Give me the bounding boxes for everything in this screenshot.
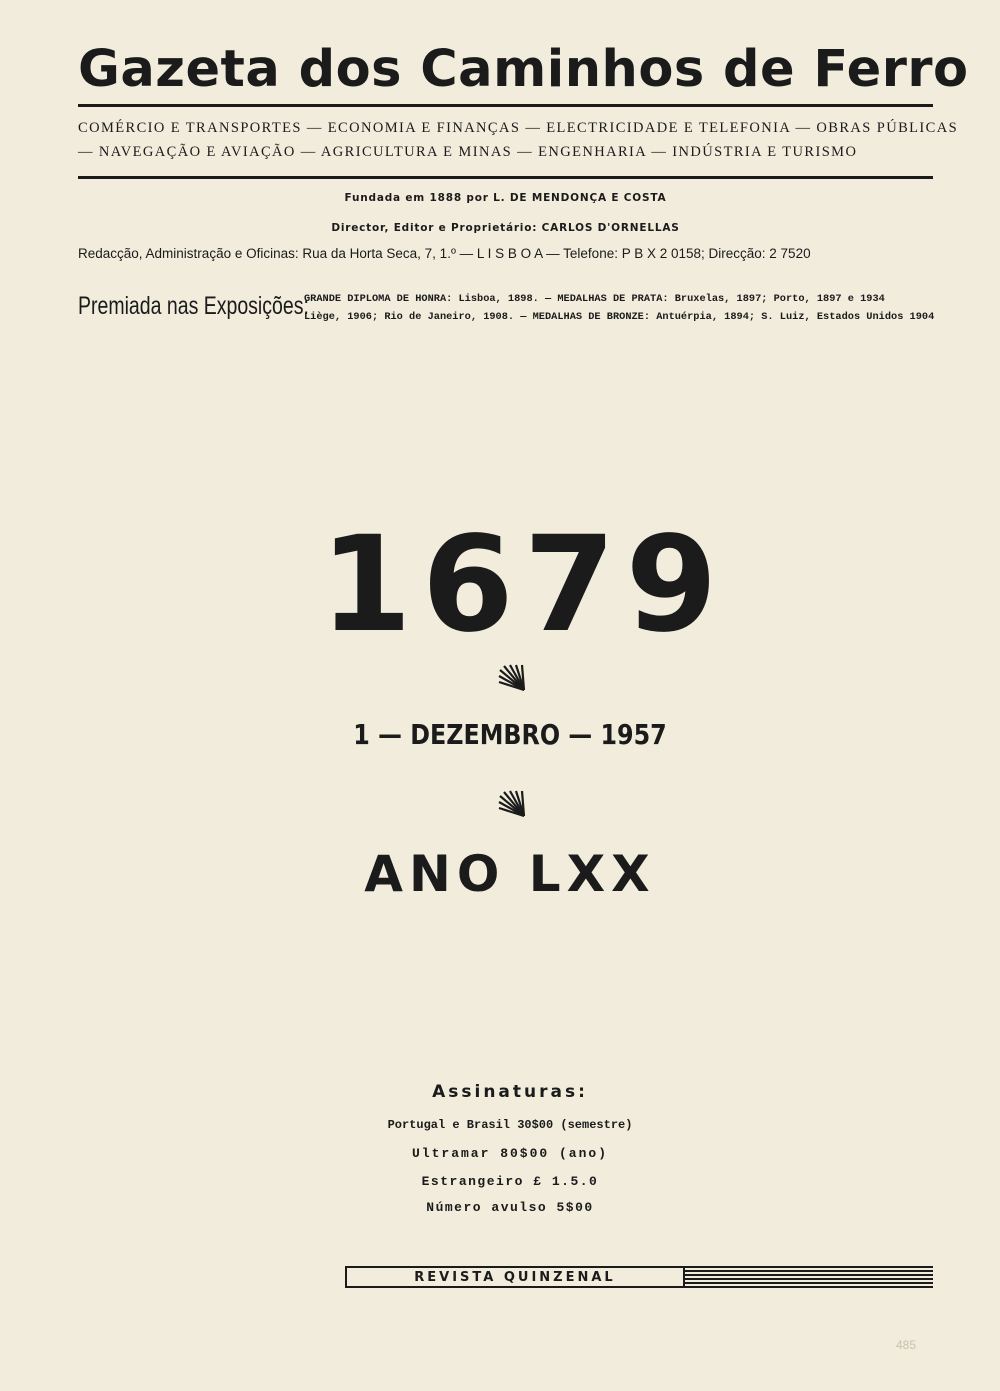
awards-line-1: GRANDE DIPLOMA DE HONRA: Lisboa, 1898. — MEDALHAS DE PRATA: Bruxelas, 1897; Porto, 1897 e 1934: [304, 293, 885, 305]
subscriptions-heading: Assinaturas:: [432, 1082, 588, 1102]
footer-label: REVISTA QUINZENAL: [345, 1266, 685, 1288]
page-number: 485: [896, 1338, 917, 1352]
issue-date: 1 — DEZEMBRO — 1957: [353, 718, 667, 751]
topics-line-1: COMÉRCIO E TRANSPORTES — ECONOMIA E FINANÇAS — ELECTRICIDADE E TELEFONIA — OBRAS PÚBLICAS: [78, 120, 959, 136]
fan-ornament-icon: [498, 790, 526, 818]
issue-number: 1679: [320, 508, 728, 662]
subscription-estrangeiro: Estrangeiro £ 1.5.0: [421, 1174, 599, 1189]
subscription-avulso: Número avulso 5$00: [426, 1200, 594, 1215]
footer-hatch: [685, 1266, 933, 1288]
fan-ornament-icon: [498, 664, 526, 692]
director-line: Director, Editor e Proprietário: CARLOS D'ORNELLAS: [331, 222, 680, 234]
subscription-ultramar: Ultramar 80$00 (ano): [411, 1146, 609, 1161]
masthead-rule-top: [78, 104, 933, 107]
awards-heading: Premiada nas Exposições:: [78, 292, 309, 320]
masthead-rule-bottom: [78, 176, 933, 179]
address-line: Redacção, Administração e Oficinas: Rua da Horta Seca, 7, 1.º — L I S B O A — Telefone: P B X 2 0158; Direcção: 2 7520: [78, 246, 811, 261]
masthead-title: Gazeta dos Caminhos de Ferro: [78, 40, 969, 99]
awards-line-2: Liège, 1906; Rio de Janeiro, 1908. — MEDALHAS DE BRONZE: Antuérpia, 1894; S. Luiz, Estados Unidos 1904: [304, 311, 935, 323]
founded-line: Fundada em 1888 por L. DE MENDONÇA E COSTA: [344, 192, 667, 204]
awards-list: [304, 290, 936, 326]
topics-line-2: — NAVEGAÇÃO E AVIAÇÃO — AGRICULTURA E MINAS — ENGENHARIA — INDÚSTRIA E TURISMO: [78, 144, 858, 160]
subscription-portugal: Portugal e Brasil 30$00 (semestre): [387, 1118, 633, 1132]
issue-year: ANO LXX: [364, 845, 656, 903]
